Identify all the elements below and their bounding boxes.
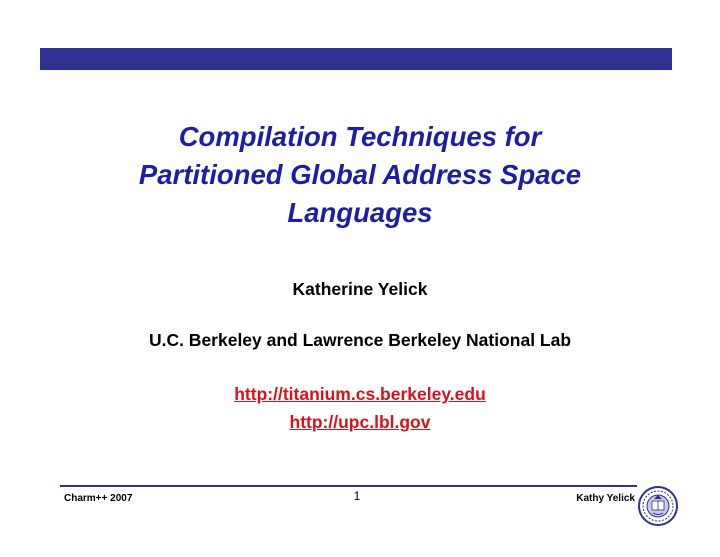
slide-title [40, 118, 680, 232]
page-number: 1 [353, 489, 361, 503]
title-line-2: Partitioned Global Address Space [138, 159, 582, 190]
author-name: Katherine Yelick [292, 279, 428, 299]
footer-divider [60, 485, 637, 487]
title-line-3: Languages [287, 197, 433, 228]
title-line-1: Compilation Techniques for [178, 121, 542, 152]
university-seal-icon [638, 486, 678, 526]
footer-presenter: Kathy Yelick [576, 493, 635, 504]
titanium-link[interactable]: http://titanium.cs.berkeley.edu [234, 384, 486, 404]
upc-link[interactable]: http://upc.lbl.gov [289, 412, 431, 432]
affiliation: U.C. Berkeley and Lawrence Berkeley National Lab [148, 330, 572, 350]
footer-event: Charm++ 2007 [64, 493, 133, 504]
header-bar [40, 48, 672, 70]
